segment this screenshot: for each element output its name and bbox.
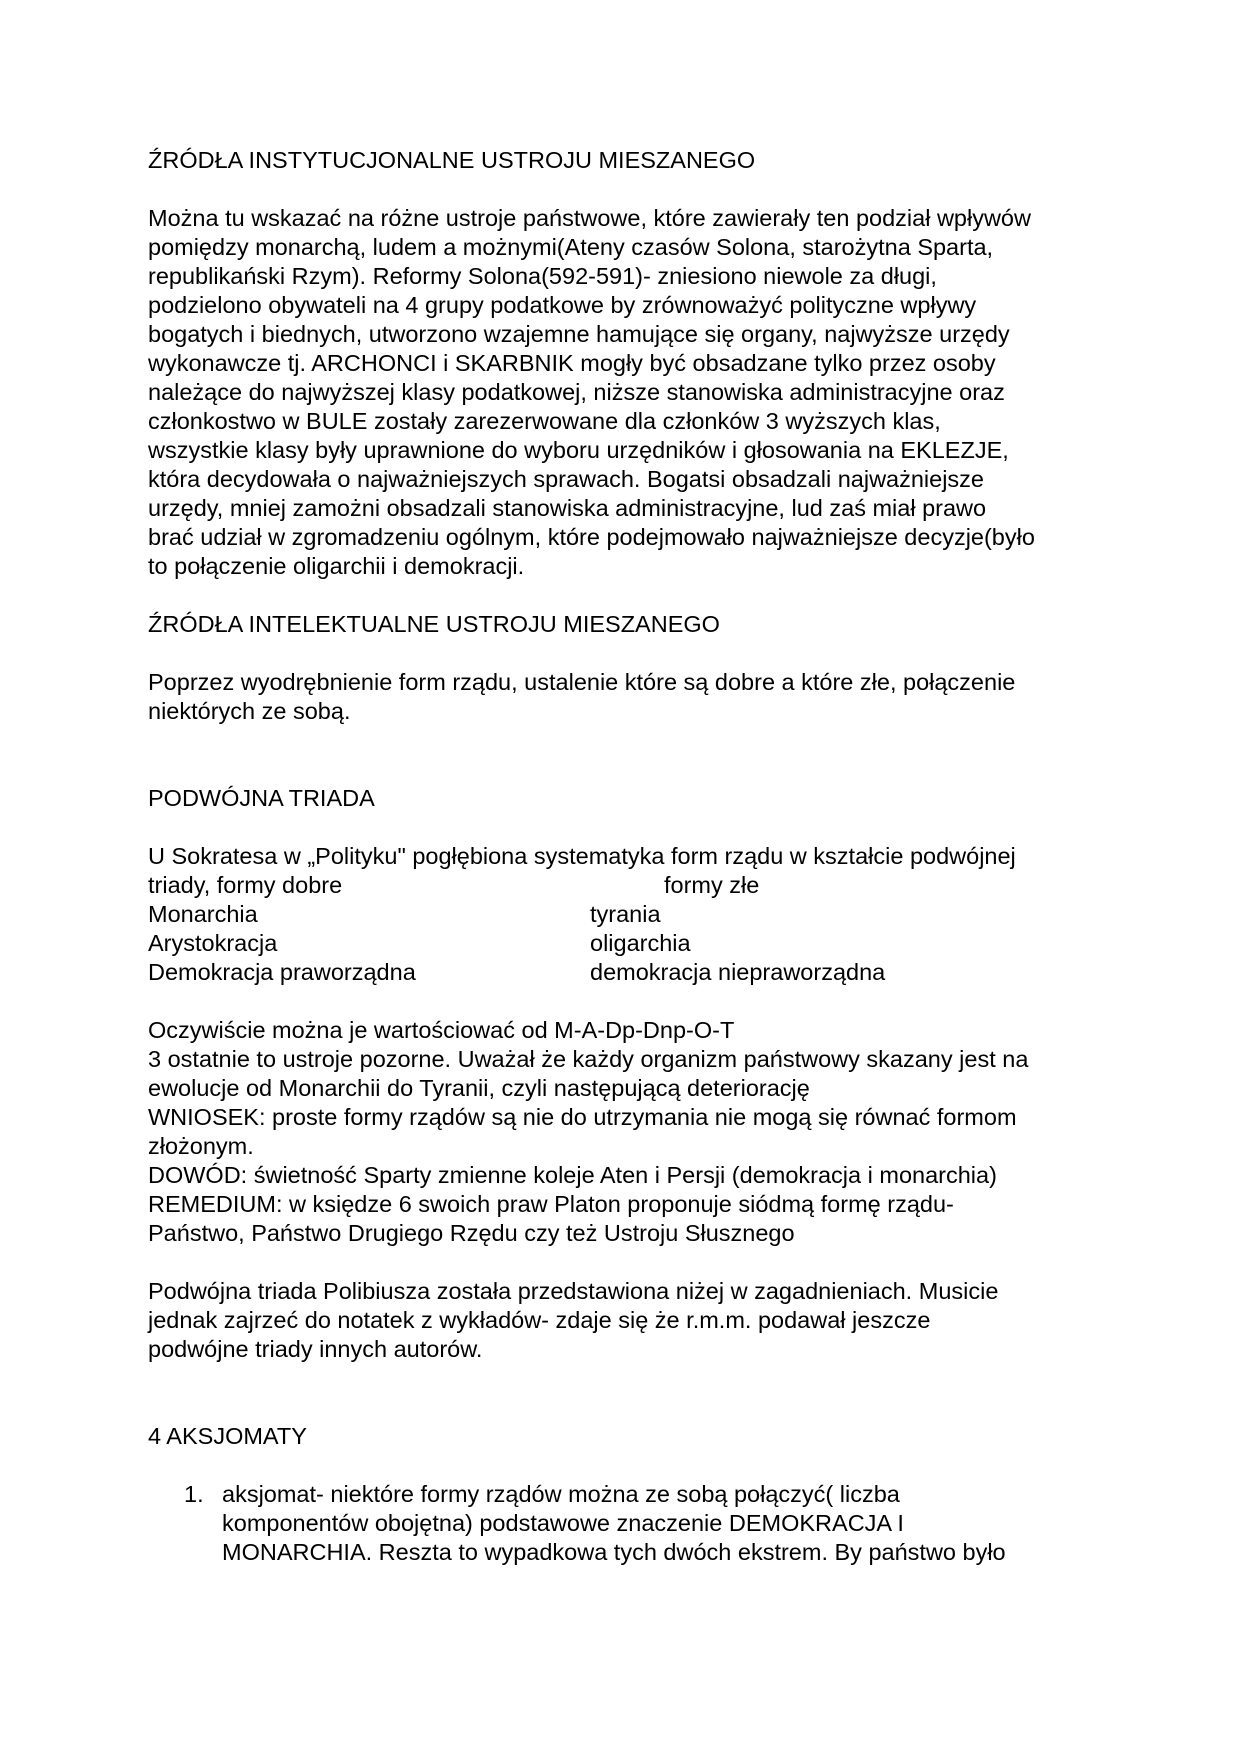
- spacer: [148, 1364, 1108, 1422]
- triad-bad-form: oligarchia: [590, 930, 691, 956]
- text-line: republikański Rzym). Reformy Solona(592-591)- zniesiono niewole za długi,: [148, 263, 937, 289]
- text-line: Można tu wskazać na różne ustroje państwowe, które zawierały ten podział wpływów: [148, 205, 1031, 231]
- text-line: podzielono obywateli na 4 grupy podatkowe by zrównoważyć polityczne wpływy: [148, 292, 977, 318]
- list-item-number: 1.: [184, 1481, 204, 1507]
- text-line: członkostwo w BULE zostały zarezerwowane dla członków 3 wyższych klas,: [148, 408, 941, 434]
- triad-row: [148, 900, 1108, 929]
- text-line: to połączenie oligarchii i demokracji.: [148, 553, 525, 579]
- text-line: urzędy, mniej zamożni obsadzali stanowiska administracyjne, lud zaś miał prawo: [148, 495, 987, 521]
- triad-good-form: Demokracja praworządna: [148, 959, 416, 985]
- triad-row: [148, 929, 1108, 958]
- triad-header-bad: formy złe: [664, 872, 760, 898]
- spacer: [148, 987, 1108, 1016]
- text-line: należące do najwyższej klasy podatkowej, niższe stanowiska administracyjne oraz: [148, 379, 1005, 405]
- text-line: Poprzez wyodrębnienie form rządu, ustalenie które są dobre a które złe, połączenie: [148, 669, 1016, 695]
- text-line: MONARCHIA. Reszta to wypadkowa tych dwóch ekstrem. By państwo było: [222, 1539, 1006, 1565]
- heading-double-triad: PODWÓJNA TRIADA: [148, 785, 375, 811]
- text-line: Podwójna triada Polibiusza została przedstawiona niżej w zagadnieniach. Musicie: [148, 1278, 999, 1304]
- text-line: Państwo, Państwo Drugiego Rzędu czy też Ustroju Słusznego: [148, 1220, 795, 1246]
- heading-four-axioms: 4 AKSJOMATY: [148, 1423, 307, 1449]
- text-line: Oczywiście można je wartościować od M-A-Dp-Dnp-O-T: [148, 1017, 735, 1043]
- text-line: wszystkie klasy były uprawnione do wyboru urzędników i głosowania na EKLEZJE,: [148, 437, 1009, 463]
- paragraph-evaluation: [148, 1016, 1108, 1248]
- text-line: REMEDIUM: w księdze 6 swoich praw Platon proponuje siódmą formę rządu-: [148, 1191, 954, 1217]
- triad-header-row: [148, 871, 1108, 900]
- text-line: która decydowała o najważniejszych sprawach. Bogatsi obsadzali najważniejsze: [148, 466, 985, 492]
- text-line: komponentów obojętna) podstawowe znaczenie DEMOKRACJA I: [222, 1510, 904, 1536]
- paragraph-institutional: [148, 204, 1108, 581]
- text-line: pomiędzy monarchą, ludem a możnymi(Ateny czasów Solona, starożytna Sparta,: [148, 234, 994, 260]
- spacer: [148, 175, 1108, 204]
- text-line: aksjomat- niektóre formy rządów można ze sobą połączyć( liczba: [222, 1481, 900, 1507]
- text-line: brać udział w zgromadzeniu ogólnym, które podejmowało najważniejsze decyzje(było: [148, 524, 1035, 550]
- triad-bad-form: tyrania: [590, 901, 661, 927]
- paragraph-intellectual: [148, 668, 1108, 726]
- spacer: [148, 726, 1108, 784]
- heading-institutional-sources: ŹRÓDŁA INSTYTUCJONALNE USTROJU MIESZANEGO: [148, 147, 756, 173]
- text-line: 3 ostatnie to ustroje pozorne. Uważał że każdy organizm państwowy skazany jest na: [148, 1046, 1029, 1072]
- text-line: podwójne triady innych autorów.: [148, 1336, 483, 1362]
- heading-intellectual-sources: ŹRÓDŁA INTELEKTUALNE USTROJU MIESZANEGO: [148, 611, 720, 637]
- text-line: złożonym.: [148, 1133, 254, 1159]
- spacer: [148, 639, 1108, 668]
- document-page: [148, 146, 1108, 1567]
- text-line: jednak zajrzeć do notatek z wykładów- zdaje się że r.m.m. podawał jeszcze: [148, 1307, 931, 1333]
- text-line: U Sokratesa w „Polityku" pogłębiona systematyka form rządu w kształcie podwójnej: [148, 843, 1016, 869]
- paragraph-polibius: [148, 1277, 1108, 1364]
- text-line: bogatych i biednych, utworzono wzajemne hamujące się organy, najwyższe urzędy: [148, 321, 1010, 347]
- spacer: [148, 813, 1108, 842]
- text-line: niektórych ze sobą.: [148, 698, 351, 724]
- text-line: DOWÓD: świetność Sparty zmienne koleje Aten i Persji (demokracja i monarchia): [148, 1162, 997, 1188]
- spacer: [148, 581, 1108, 610]
- axioms-list: [148, 1480, 1108, 1567]
- spacer: [148, 1248, 1108, 1277]
- list-item: [148, 1480, 1108, 1567]
- triad-good-form: Monarchia: [148, 901, 258, 927]
- triad-row: [148, 958, 1108, 987]
- triad-good-form: Arystokracja: [148, 930, 278, 956]
- triad-header-good: triady, formy dobre: [148, 872, 343, 898]
- text-line: ewolucje od Monarchii do Tyranii, czyli następującą deteriorację: [148, 1075, 810, 1101]
- text-line: wykonawcze tj. ARCHONCI i SKARBNIK mogły być obsadzane tylko przez osoby: [148, 350, 996, 376]
- text-line: WNIOSEK: proste formy rządów są nie do utrzymania nie mogą się równać formom: [148, 1104, 1017, 1130]
- paragraph-double-triad: [148, 842, 1108, 987]
- triad-bad-form: demokracja niepraworządna: [590, 959, 886, 985]
- spacer: [148, 1451, 1108, 1480]
